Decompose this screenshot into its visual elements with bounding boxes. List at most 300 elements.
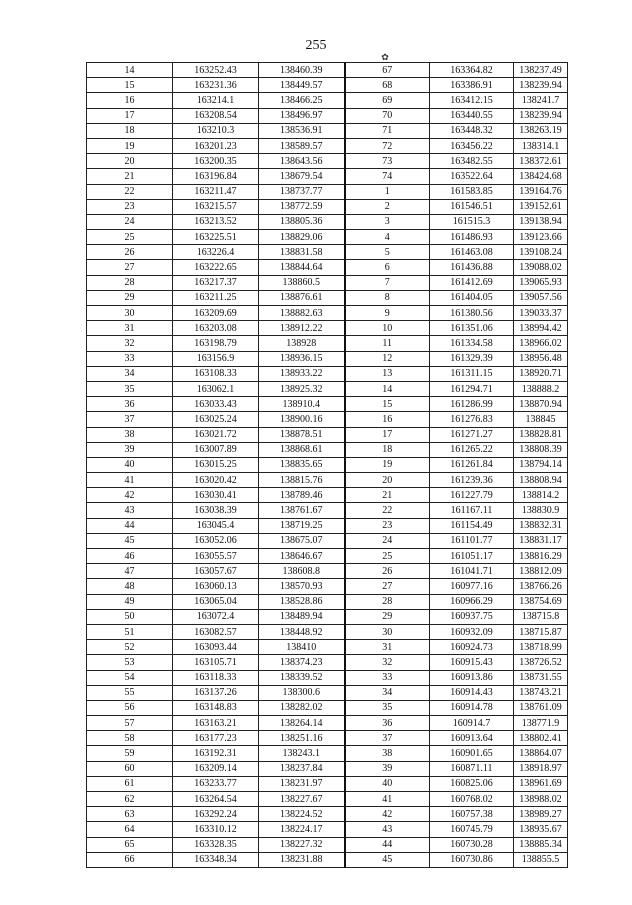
point-number-right-cell: 73 [345, 154, 430, 169]
table-row [87, 154, 568, 169]
y-coordinate-right-cell: 138372.61 [514, 154, 568, 169]
x-coordinate-left-cell: 163033.43 [173, 397, 259, 412]
table-row [87, 761, 568, 776]
point-number-left-cell: 49 [87, 594, 173, 609]
point-number-left-cell: 38 [87, 427, 173, 442]
y-coordinate-right-cell: 138726.52 [514, 655, 568, 670]
y-coordinate-left-cell: 138829.06 [259, 230, 345, 245]
point-number-left-cell: 44 [87, 518, 173, 533]
point-number-left-cell: 48 [87, 579, 173, 594]
x-coordinate-right-cell: 161412.69 [430, 275, 514, 290]
point-number-right-cell: 71 [345, 123, 430, 138]
y-coordinate-left-cell: 138835.65 [259, 457, 345, 472]
x-coordinate-right-cell: 161404.05 [430, 290, 514, 305]
point-number-right-cell: 68 [345, 78, 430, 93]
y-coordinate-left-cell: 138815.76 [259, 473, 345, 488]
table-row [87, 716, 568, 731]
y-coordinate-right-cell: 138794.14 [514, 457, 568, 472]
x-coordinate-right-cell: 160730.28 [430, 837, 514, 852]
y-coordinate-left-cell: 138339.52 [259, 670, 345, 685]
point-number-left-cell: 59 [87, 746, 173, 761]
table-row [87, 670, 568, 685]
y-coordinate-left-cell: 138910.4 [259, 397, 345, 412]
y-coordinate-right-cell: 138828.81 [514, 427, 568, 442]
y-coordinate-right-cell: 138831.17 [514, 533, 568, 548]
x-coordinate-right-cell: 160977.16 [430, 579, 514, 594]
table-row [87, 321, 568, 336]
x-coordinate-left-cell: 163118.33 [173, 670, 259, 685]
point-number-left-cell: 65 [87, 837, 173, 852]
table-row [87, 290, 568, 305]
point-number-left-cell: 54 [87, 670, 173, 685]
x-coordinate-right-cell: 160914.7 [430, 716, 514, 731]
x-coordinate-left-cell: 163045.4 [173, 518, 259, 533]
y-coordinate-right-cell: 138918.97 [514, 761, 568, 776]
table-row [87, 169, 568, 184]
y-coordinate-left-cell: 138496.97 [259, 108, 345, 123]
y-coordinate-right-cell: 138832.31 [514, 518, 568, 533]
y-coordinate-left-cell: 138448.92 [259, 624, 345, 639]
x-coordinate-left-cell: 163007.89 [173, 442, 259, 457]
y-coordinate-right-cell: 138988.02 [514, 792, 568, 807]
table-row [87, 807, 568, 822]
y-coordinate-left-cell: 138928 [259, 336, 345, 351]
y-coordinate-right-cell: 138830.9 [514, 503, 568, 518]
y-coordinate-right-cell: 138771.9 [514, 716, 568, 731]
coordinates-table-body [87, 63, 568, 868]
y-coordinate-right-cell: 138935.67 [514, 822, 568, 837]
y-coordinate-right-cell: 138812.09 [514, 564, 568, 579]
x-coordinate-right-cell: 163386.91 [430, 78, 514, 93]
point-number-left-cell: 17 [87, 108, 173, 123]
point-number-left-cell: 29 [87, 290, 173, 305]
y-coordinate-left-cell: 138224.17 [259, 822, 345, 837]
point-number-right-cell: 30 [345, 624, 430, 639]
y-coordinate-right-cell: 138237.49 [514, 63, 568, 78]
x-coordinate-right-cell: 161239.36 [430, 473, 514, 488]
point-number-right-cell: 36 [345, 716, 430, 731]
point-number-right-cell: 16 [345, 412, 430, 427]
page-number: 255 [305, 38, 327, 53]
y-coordinate-left-cell: 138936.15 [259, 351, 345, 366]
point-number-right-cell: 1 [345, 184, 430, 199]
x-coordinate-left-cell: 163210.3 [173, 123, 259, 138]
table-row [87, 792, 568, 807]
y-coordinate-right-cell: 138766.26 [514, 579, 568, 594]
point-number-left-cell: 21 [87, 169, 173, 184]
x-coordinate-right-cell: 161486.93 [430, 230, 514, 245]
x-coordinate-left-cell: 163082.57 [173, 624, 259, 639]
y-coordinate-right-cell: 139033.37 [514, 306, 568, 321]
point-number-left-cell: 55 [87, 685, 173, 700]
point-number-right-cell: 2 [345, 199, 430, 214]
point-number-right-cell: 15 [345, 397, 430, 412]
point-number-right-cell: 26 [345, 564, 430, 579]
point-number-right-cell: 27 [345, 579, 430, 594]
point-number-left-cell: 20 [87, 154, 173, 169]
x-coordinate-left-cell: 163264.54 [173, 792, 259, 807]
y-coordinate-right-cell: 138808.39 [514, 442, 568, 457]
point-number-left-cell: 40 [87, 457, 173, 472]
point-number-left-cell: 31 [87, 321, 173, 336]
x-coordinate-right-cell: 160914.78 [430, 700, 514, 715]
y-coordinate-left-cell: 138466.25 [259, 93, 345, 108]
y-coordinate-right-cell: 138314.1 [514, 138, 568, 153]
point-number-left-cell: 15 [87, 78, 173, 93]
point-number-left-cell: 51 [87, 624, 173, 639]
x-coordinate-right-cell: 161583.85 [430, 184, 514, 199]
x-coordinate-right-cell: 160825.06 [430, 776, 514, 791]
point-number-right-cell: 74 [345, 169, 430, 184]
point-number-right-cell: 22 [345, 503, 430, 518]
y-coordinate-left-cell: 138844.64 [259, 260, 345, 275]
table-row [87, 381, 568, 396]
y-coordinate-left-cell: 138789.46 [259, 488, 345, 503]
point-number-right-cell: 69 [345, 93, 430, 108]
x-coordinate-left-cell: 163105.71 [173, 655, 259, 670]
x-coordinate-left-cell: 163196.84 [173, 169, 259, 184]
table-row [87, 138, 568, 153]
y-coordinate-left-cell: 138646.67 [259, 549, 345, 564]
point-number-right-cell: 3 [345, 214, 430, 229]
point-number-right-cell: 14 [345, 381, 430, 396]
y-coordinate-right-cell: 138885.34 [514, 837, 568, 852]
table-row [87, 93, 568, 108]
point-number-right-cell: 23 [345, 518, 430, 533]
y-coordinate-left-cell: 138831.58 [259, 245, 345, 260]
table-row [87, 609, 568, 624]
point-number-right-cell: 39 [345, 761, 430, 776]
x-coordinate-right-cell: 161463.08 [430, 245, 514, 260]
y-coordinate-right-cell: 138743.21 [514, 685, 568, 700]
point-number-left-cell: 60 [87, 761, 173, 776]
y-coordinate-left-cell: 138876.61 [259, 290, 345, 305]
y-coordinate-left-cell: 138737.77 [259, 184, 345, 199]
table-row [87, 306, 568, 321]
point-number-left-cell: 34 [87, 366, 173, 381]
x-coordinate-left-cell: 163225.51 [173, 230, 259, 245]
y-coordinate-left-cell: 138264.14 [259, 716, 345, 731]
y-coordinate-left-cell: 138528.86 [259, 594, 345, 609]
y-coordinate-right-cell: 138888.2 [514, 381, 568, 396]
y-coordinate-right-cell: 138802.41 [514, 731, 568, 746]
y-coordinate-left-cell: 138933.22 [259, 366, 345, 381]
table-row [87, 533, 568, 548]
x-coordinate-right-cell: 160901.65 [430, 746, 514, 761]
x-coordinate-right-cell: 161041.71 [430, 564, 514, 579]
point-number-left-cell: 58 [87, 731, 173, 746]
x-coordinate-left-cell: 163148.83 [173, 700, 259, 715]
x-coordinate-left-cell: 163310.12 [173, 822, 259, 837]
x-coordinate-left-cell: 163231.36 [173, 78, 259, 93]
x-coordinate-right-cell: 161271.27 [430, 427, 514, 442]
y-coordinate-right-cell: 138718.99 [514, 640, 568, 655]
x-coordinate-right-cell: 161101.77 [430, 533, 514, 548]
x-coordinate-left-cell: 163030.41 [173, 488, 259, 503]
x-coordinate-left-cell: 163233.77 [173, 776, 259, 791]
table-row [87, 184, 568, 199]
x-coordinate-right-cell: 163456.22 [430, 138, 514, 153]
y-coordinate-right-cell: 138989.27 [514, 807, 568, 822]
x-coordinate-left-cell: 163137.26 [173, 685, 259, 700]
y-coordinate-right-cell: 138870.94 [514, 397, 568, 412]
x-coordinate-right-cell: 163440.55 [430, 108, 514, 123]
point-number-left-cell: 28 [87, 275, 173, 290]
point-number-left-cell: 19 [87, 138, 173, 153]
coordinates-table [86, 62, 568, 868]
x-coordinate-left-cell: 163292.24 [173, 807, 259, 822]
table-row [87, 822, 568, 837]
x-coordinate-left-cell: 163348.34 [173, 852, 259, 867]
y-coordinate-left-cell: 138719.25 [259, 518, 345, 533]
y-coordinate-right-cell: 138808.94 [514, 473, 568, 488]
x-coordinate-left-cell: 163025.24 [173, 412, 259, 427]
point-number-right-cell: 8 [345, 290, 430, 305]
y-coordinate-right-cell: 138241.7 [514, 93, 568, 108]
table-row [87, 700, 568, 715]
point-number-left-cell: 56 [87, 700, 173, 715]
x-coordinate-left-cell: 163203.08 [173, 321, 259, 336]
y-coordinate-left-cell: 138227.32 [259, 837, 345, 852]
point-number-right-cell: 45 [345, 852, 430, 867]
x-coordinate-left-cell: 163055.57 [173, 549, 259, 564]
x-coordinate-left-cell: 163200.35 [173, 154, 259, 169]
point-number-left-cell: 32 [87, 336, 173, 351]
point-number-right-cell: 42 [345, 807, 430, 822]
table-row [87, 655, 568, 670]
table-row [87, 564, 568, 579]
y-coordinate-right-cell: 138920.71 [514, 366, 568, 381]
x-coordinate-right-cell: 163482.55 [430, 154, 514, 169]
x-coordinate-left-cell: 163052.06 [173, 533, 259, 548]
y-coordinate-left-cell: 138643.56 [259, 154, 345, 169]
y-coordinate-left-cell: 138282.02 [259, 700, 345, 715]
point-number-left-cell: 14 [87, 63, 173, 78]
point-number-right-cell: 28 [345, 594, 430, 609]
x-coordinate-left-cell: 163057.67 [173, 564, 259, 579]
point-number-left-cell: 33 [87, 351, 173, 366]
table-row [87, 685, 568, 700]
y-coordinate-right-cell: 138855.5 [514, 852, 568, 867]
point-number-right-cell: 33 [345, 670, 430, 685]
point-number-left-cell: 25 [87, 230, 173, 245]
y-coordinate-left-cell: 138878.51 [259, 427, 345, 442]
point-number-right-cell: 4 [345, 230, 430, 245]
y-coordinate-left-cell: 138251.16 [259, 731, 345, 746]
point-number-left-cell: 18 [87, 123, 173, 138]
y-coordinate-right-cell: 138994.42 [514, 321, 568, 336]
x-coordinate-right-cell: 161294.71 [430, 381, 514, 396]
y-coordinate-right-cell: 138814.2 [514, 488, 568, 503]
x-coordinate-left-cell: 163222.65 [173, 260, 259, 275]
x-coordinate-left-cell: 163192.31 [173, 746, 259, 761]
y-coordinate-left-cell: 138237.84 [259, 761, 345, 776]
point-number-right-cell: 21 [345, 488, 430, 503]
x-coordinate-right-cell: 161051.17 [430, 549, 514, 564]
point-number-left-cell: 53 [87, 655, 173, 670]
y-coordinate-left-cell: 138675.07 [259, 533, 345, 548]
point-number-right-cell: 31 [345, 640, 430, 655]
y-coordinate-right-cell: 138966.02 [514, 336, 568, 351]
table-row [87, 199, 568, 214]
y-coordinate-right-cell: 139152.61 [514, 199, 568, 214]
point-number-left-cell: 62 [87, 792, 173, 807]
table-row [87, 837, 568, 852]
x-coordinate-right-cell: 160768.02 [430, 792, 514, 807]
x-coordinate-right-cell: 160937.75 [430, 609, 514, 624]
table-row [87, 852, 568, 867]
point-number-left-cell: 27 [87, 260, 173, 275]
table-row [87, 731, 568, 746]
x-coordinate-right-cell: 161286.99 [430, 397, 514, 412]
point-number-left-cell: 47 [87, 564, 173, 579]
point-number-right-cell: 12 [345, 351, 430, 366]
point-number-left-cell: 64 [87, 822, 173, 837]
x-coordinate-left-cell: 163072.4 [173, 609, 259, 624]
x-coordinate-left-cell: 163015.25 [173, 457, 259, 472]
x-coordinate-left-cell: 163328.35 [173, 837, 259, 852]
table-row [87, 776, 568, 791]
point-number-left-cell: 23 [87, 199, 173, 214]
point-number-left-cell: 16 [87, 93, 173, 108]
x-coordinate-right-cell: 161329.39 [430, 351, 514, 366]
x-coordinate-left-cell: 163209.69 [173, 306, 259, 321]
y-coordinate-left-cell: 138536.91 [259, 123, 345, 138]
x-coordinate-left-cell: 163211.47 [173, 184, 259, 199]
x-coordinate-right-cell: 160932.09 [430, 624, 514, 639]
point-number-left-cell: 36 [87, 397, 173, 412]
table-row [87, 351, 568, 366]
y-coordinate-left-cell: 138460.39 [259, 63, 345, 78]
table-row [87, 518, 568, 533]
table-row [87, 503, 568, 518]
point-number-right-cell: 35 [345, 700, 430, 715]
y-coordinate-right-cell: 139164.76 [514, 184, 568, 199]
y-coordinate-right-cell: 138956.48 [514, 351, 568, 366]
point-number-right-cell: 7 [345, 275, 430, 290]
point-number-right-cell: 43 [345, 822, 430, 837]
y-coordinate-left-cell: 138912.22 [259, 321, 345, 336]
x-coordinate-right-cell: 160924.73 [430, 640, 514, 655]
y-coordinate-left-cell: 138300.6 [259, 685, 345, 700]
point-number-left-cell: 52 [87, 640, 173, 655]
point-number-right-cell: 38 [345, 746, 430, 761]
y-coordinate-right-cell: 138731.55 [514, 670, 568, 685]
point-number-left-cell: 61 [87, 776, 173, 791]
y-coordinate-left-cell: 138231.88 [259, 852, 345, 867]
table-row [87, 275, 568, 290]
point-number-left-cell: 46 [87, 549, 173, 564]
x-coordinate-left-cell: 163213.52 [173, 214, 259, 229]
x-coordinate-left-cell: 163208.54 [173, 108, 259, 123]
point-number-left-cell: 63 [87, 807, 173, 822]
x-coordinate-left-cell: 163060.13 [173, 579, 259, 594]
y-coordinate-right-cell: 138754.69 [514, 594, 568, 609]
table-row [87, 78, 568, 93]
table-row [87, 746, 568, 761]
y-coordinate-right-cell: 139065.93 [514, 275, 568, 290]
table-row [87, 579, 568, 594]
y-coordinate-left-cell: 138925.32 [259, 381, 345, 396]
point-number-right-cell: 19 [345, 457, 430, 472]
x-coordinate-right-cell: 161436.88 [430, 260, 514, 275]
x-coordinate-right-cell: 160730.86 [430, 852, 514, 867]
y-coordinate-left-cell: 138805.36 [259, 214, 345, 229]
point-number-right-cell: 34 [345, 685, 430, 700]
y-coordinate-left-cell: 138868.61 [259, 442, 345, 457]
table-row [87, 488, 568, 503]
x-coordinate-left-cell: 163198.79 [173, 336, 259, 351]
y-coordinate-left-cell: 138243.1 [259, 746, 345, 761]
y-coordinate-right-cell: 138961.69 [514, 776, 568, 791]
y-coordinate-left-cell: 138489.94 [259, 609, 345, 624]
point-number-right-cell: 11 [345, 336, 430, 351]
point-number-left-cell: 35 [87, 381, 173, 396]
x-coordinate-right-cell: 161227.79 [430, 488, 514, 503]
x-coordinate-left-cell: 163108.33 [173, 366, 259, 381]
table-row [87, 108, 568, 123]
x-coordinate-right-cell: 160915.43 [430, 655, 514, 670]
y-coordinate-right-cell: 139088.02 [514, 260, 568, 275]
point-number-left-cell: 42 [87, 488, 173, 503]
x-coordinate-right-cell: 160913.86 [430, 670, 514, 685]
y-coordinate-left-cell: 138589.57 [259, 138, 345, 153]
point-number-left-cell: 39 [87, 442, 173, 457]
point-number-left-cell: 37 [87, 412, 173, 427]
y-coordinate-left-cell: 138679.54 [259, 169, 345, 184]
table-row [87, 640, 568, 655]
table-row [87, 549, 568, 564]
y-coordinate-right-cell: 139057.56 [514, 290, 568, 305]
x-coordinate-right-cell: 161546.51 [430, 199, 514, 214]
point-number-right-cell: 29 [345, 609, 430, 624]
point-number-left-cell: 45 [87, 533, 173, 548]
y-coordinate-left-cell: 138900.16 [259, 412, 345, 427]
x-coordinate-right-cell: 160871.11 [430, 761, 514, 776]
x-coordinate-right-cell: 161167.11 [430, 503, 514, 518]
table-row [87, 397, 568, 412]
x-coordinate-right-cell: 161276.83 [430, 412, 514, 427]
point-number-left-cell: 24 [87, 214, 173, 229]
point-number-right-cell: 37 [345, 731, 430, 746]
x-coordinate-left-cell: 163217.37 [173, 275, 259, 290]
table-row [87, 63, 568, 78]
table-row [87, 624, 568, 639]
y-coordinate-right-cell: 138239.94 [514, 78, 568, 93]
x-coordinate-left-cell: 163093.44 [173, 640, 259, 655]
y-coordinate-right-cell: 138845 [514, 412, 568, 427]
point-number-left-cell: 43 [87, 503, 173, 518]
x-coordinate-right-cell: 160757.38 [430, 807, 514, 822]
x-coordinate-right-cell: 163522.64 [430, 169, 514, 184]
y-coordinate-left-cell: 138231.97 [259, 776, 345, 791]
table-row [87, 442, 568, 457]
x-coordinate-right-cell: 161351.06 [430, 321, 514, 336]
x-coordinate-right-cell: 163412.15 [430, 93, 514, 108]
y-coordinate-right-cell: 138424.68 [514, 169, 568, 184]
point-number-left-cell: 22 [87, 184, 173, 199]
point-number-left-cell: 30 [87, 306, 173, 321]
x-coordinate-left-cell: 163209.14 [173, 761, 259, 776]
y-coordinate-left-cell: 138374.23 [259, 655, 345, 670]
y-coordinate-left-cell: 138772.59 [259, 199, 345, 214]
point-number-right-cell: 6 [345, 260, 430, 275]
table-row [87, 412, 568, 427]
x-coordinate-left-cell: 163211.25 [173, 290, 259, 305]
y-coordinate-right-cell: 139108.24 [514, 245, 568, 260]
point-number-right-cell: 24 [345, 533, 430, 548]
scan-mark: ✿ [381, 52, 389, 62]
